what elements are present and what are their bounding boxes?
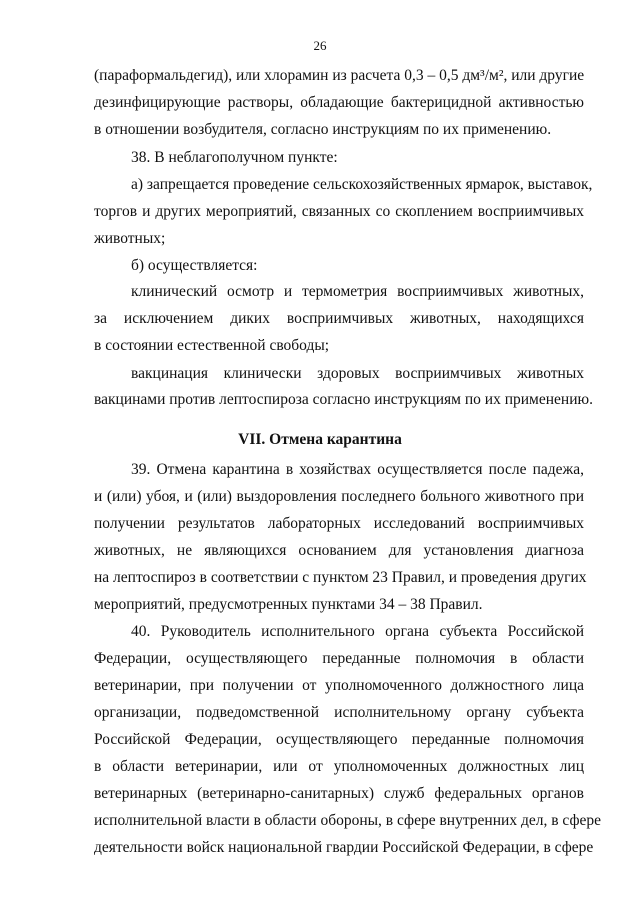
text-line: ветеринарии, при получении от уполномоченного должностного лица <box>94 677 584 694</box>
text-line: мероприятий, предусмотренных пунктами 34 – 38 Правил. <box>94 596 483 613</box>
text-line: б) осуществляется: <box>131 257 258 274</box>
text-line: клинический осмотр и термометрия восприимчивых животных, <box>131 283 584 300</box>
text-line: организации, подведомственной исполнительному органу субъекта <box>94 704 584 721</box>
text-line: ветеринарных (ветеринарно-санитарных) служб федеральных органов <box>94 785 584 802</box>
text-line: в состоянии естественной свободы; <box>94 337 330 354</box>
text-line: 38. В неблагополучном пункте: <box>131 149 338 166</box>
text-line: исполнительной власти в области обороны, в сфере внутренних дел, в сфере <box>94 812 602 829</box>
text-line: (параформальдегид), или хлорамин из расчета 0,3 – 0,5 дм³/м², или другие <box>94 67 585 84</box>
text-line: дезинфицирующие растворы, обладающие бактерицидной активностью <box>94 94 584 111</box>
text-line: и (или) убоя, и (или) выздоровления последнего больного животного при <box>94 488 584 505</box>
text-line: Российской Федерации, осуществляющего переданные полномочия <box>94 731 584 748</box>
text-line: животных; <box>94 230 166 247</box>
text-line: в отношении возбудителя, согласно инструкциям по их применению. <box>94 121 552 138</box>
section-heading: VII. Отмена карантина <box>238 431 402 448</box>
text-line: в области ветеринарии, или от уполномоченных должностных лиц <box>94 758 584 775</box>
text-line: торгов и других мероприятий, связанных со скоплением восприимчивых <box>94 203 584 220</box>
text-line: 40. Руководитель исполнительного органа субъекта Российской <box>131 623 584 640</box>
text-line: за исключением диких восприимчивых животных, находящихся <box>94 310 584 327</box>
text-line: вакцинация клинически здоровых восприимчивых животных <box>131 365 584 382</box>
text-line: деятельности войск национальной гвардии Российской Федерации, в сфере <box>94 839 594 856</box>
text-line: Федерации, осуществляющего переданные полномочия в области <box>94 650 584 667</box>
text-line: 39. Отмена карантина в хозяйствах осуществляется после падежа, <box>131 461 584 478</box>
page-number: 26 <box>313 38 327 53</box>
text-line: получении результатов лабораторных исследований восприимчивых <box>94 515 584 532</box>
text-line: животных, не являющихся основанием для установления диагноза <box>94 542 584 559</box>
text-line: на лептоспироз в соответствии с пунктом 23 Правил, и проведения других <box>94 569 587 586</box>
text-line: вакцинами против лептоспироза согласно инструкциям по их применению. <box>94 391 593 408</box>
text-line: а) запрещается проведение сельскохозяйственных ярмарок, выставок, <box>131 176 593 193</box>
